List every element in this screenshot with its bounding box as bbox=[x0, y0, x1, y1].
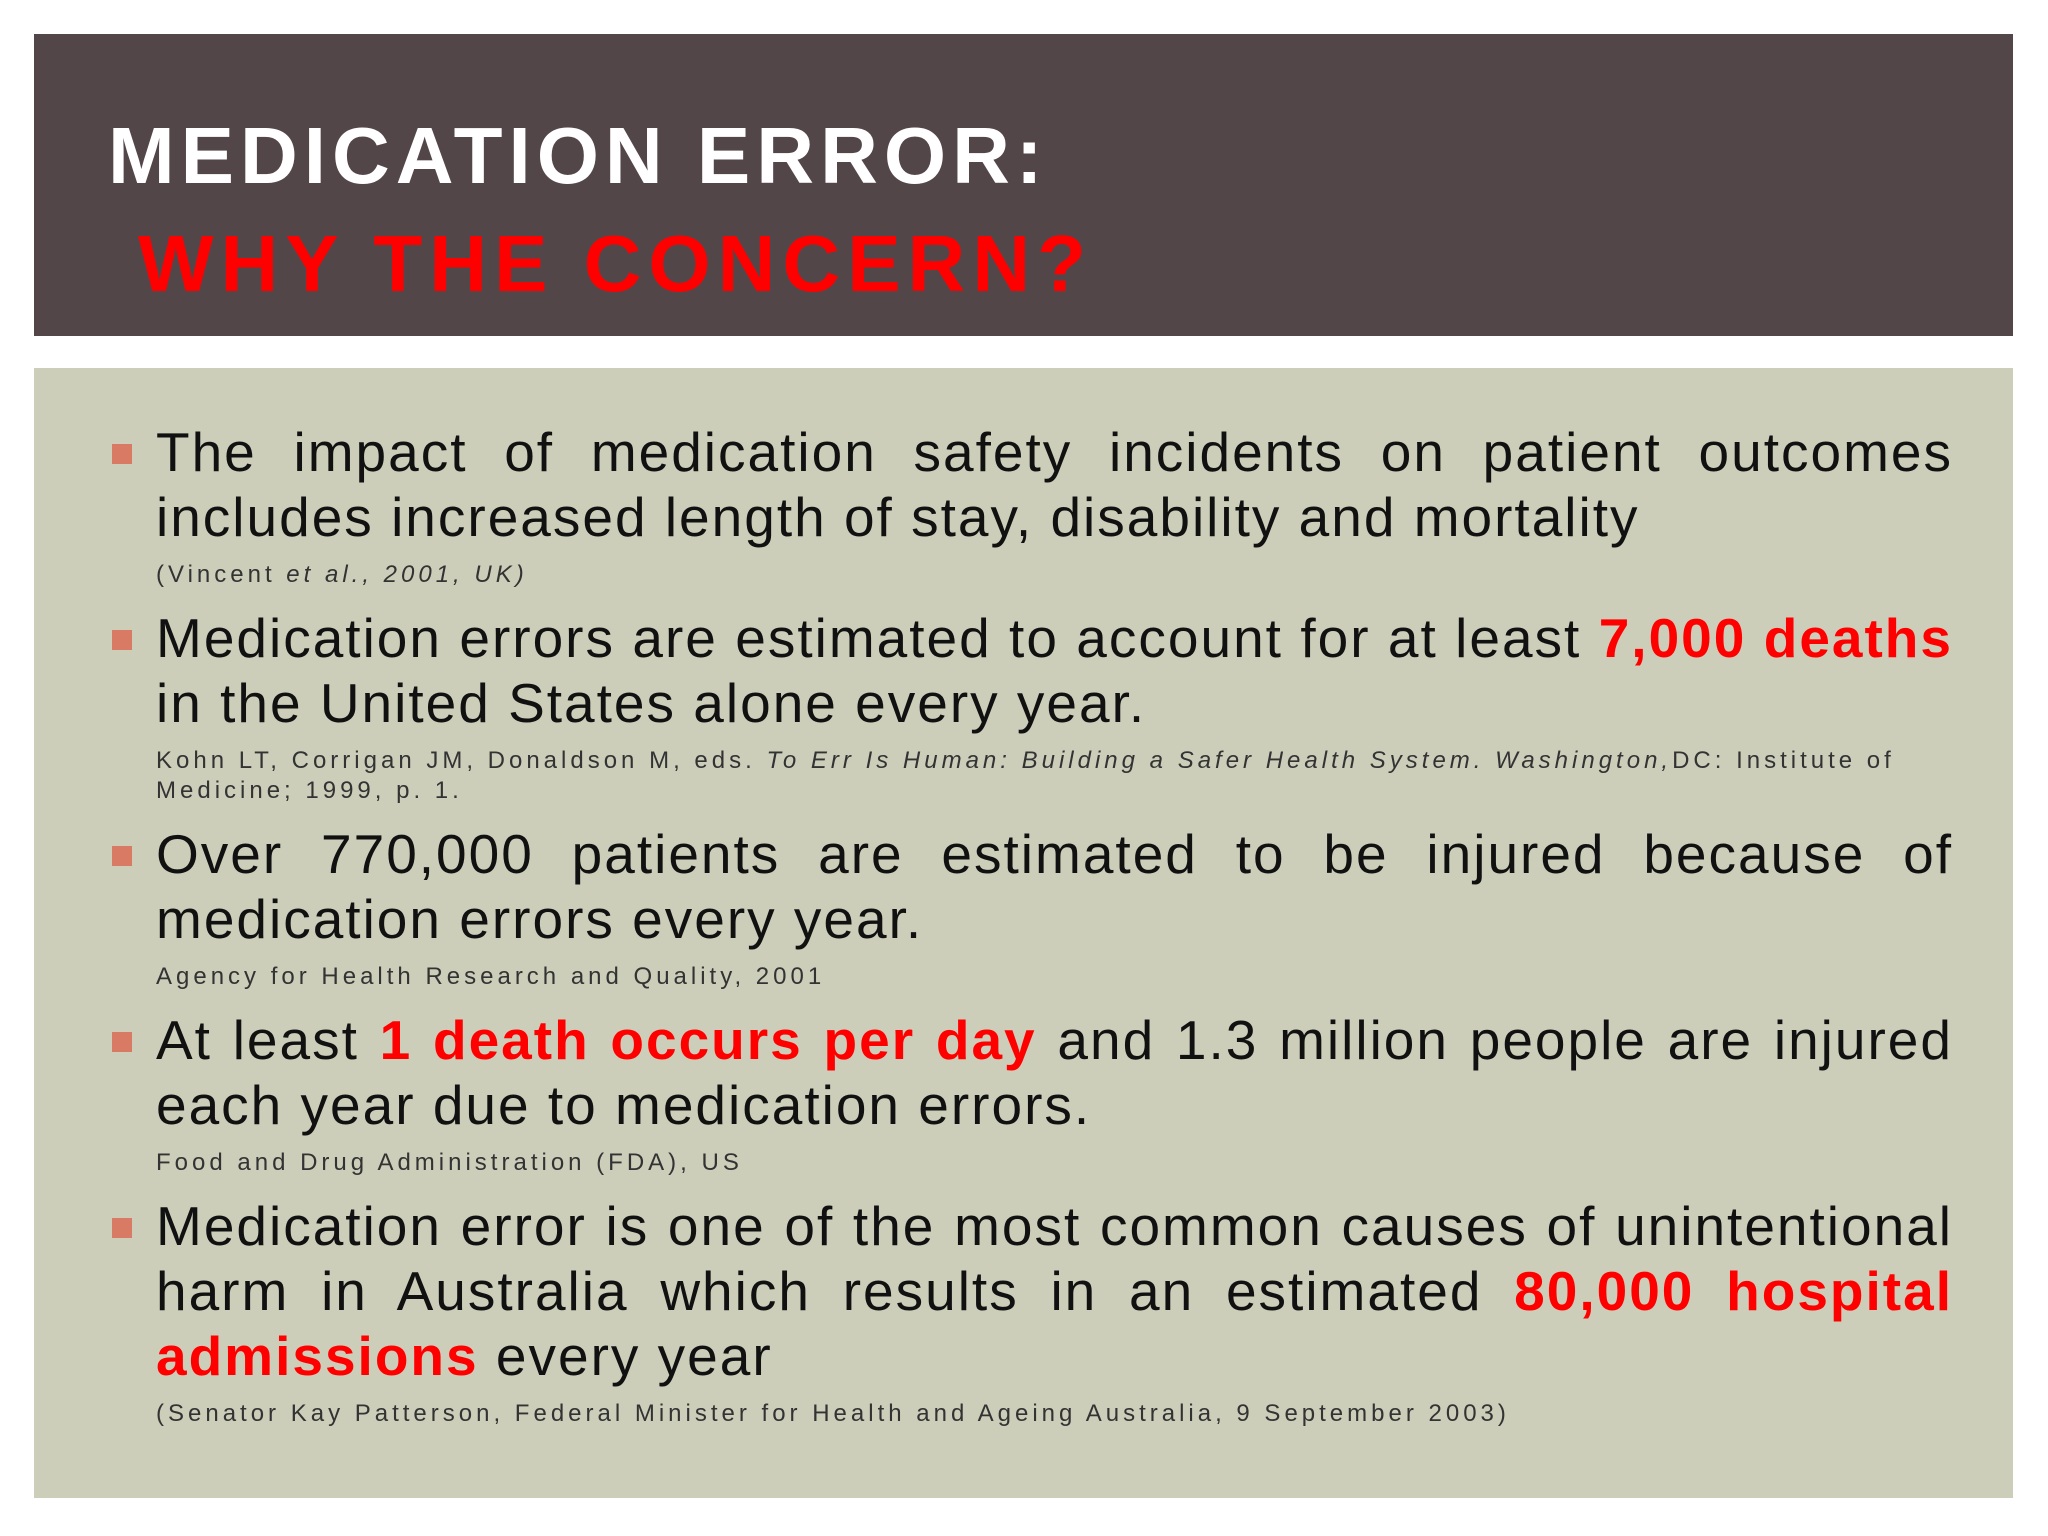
citation-part: Agency for Health Research and Quality, 2001 bbox=[156, 963, 826, 990]
bullet-text bbox=[156, 1008, 1953, 1138]
bullet-item-australia bbox=[108, 1194, 1953, 1429]
square-bullet-icon bbox=[112, 444, 132, 464]
bullet-text bbox=[156, 420, 1953, 550]
bullet-text-after: every year bbox=[478, 1325, 773, 1387]
citation bbox=[156, 962, 1953, 992]
citation bbox=[156, 1148, 1953, 1178]
citation-part: (Senator Kay Patterson, Federal Minister for Health and Ageing Australia, 9 September 2003) bbox=[156, 1400, 1510, 1427]
slide-subtitle: WHY THE CONCERN? bbox=[138, 219, 1093, 308]
citation-italic: To Err Is Human: Building a Safer Health System. Washington, bbox=[766, 747, 1673, 774]
bullet-text-after: and 1.3 million people are injured each year due to medication errors. bbox=[156, 1009, 1953, 1136]
title-bar bbox=[34, 34, 2013, 336]
bullet-text bbox=[156, 606, 1953, 736]
bullet-text bbox=[156, 1194, 1953, 1389]
bullet-item-injured bbox=[108, 822, 1953, 992]
square-bullet-icon bbox=[112, 1218, 132, 1238]
bullet-text-body: The impact of medication safety incidents on patient outcomes includes increased length of stay, disability and mortality bbox=[156, 421, 1953, 548]
bullet-text-before: At least bbox=[156, 1009, 380, 1071]
bullet-text-after: in the United States alone every year. bbox=[156, 672, 1147, 734]
square-bullet-icon bbox=[112, 630, 132, 650]
citation bbox=[156, 1399, 1953, 1429]
bullet-text-body: Over 770,000 patients are estimated to be injured because of medication errors every year. bbox=[156, 823, 1953, 950]
bullet-item-impact bbox=[108, 420, 1953, 590]
highlight-death-per-day: 1 death occurs per day bbox=[379, 1009, 1037, 1071]
bullet-list bbox=[108, 420, 1953, 1429]
highlight-deaths: 7,000 deaths bbox=[1598, 607, 1953, 669]
bullet-item-death-per-day bbox=[108, 1008, 1953, 1178]
highlight-admissions: 80,000 hospital admissions bbox=[156, 1260, 1953, 1387]
slide-title: MEDICATION ERROR: bbox=[108, 111, 1049, 200]
bullet-text bbox=[156, 822, 1953, 952]
content-panel bbox=[34, 368, 2013, 1498]
citation-part: DC: Institute of Medicine; 1999, p. 1. bbox=[156, 747, 1895, 804]
square-bullet-icon bbox=[112, 846, 132, 866]
citation-part: Food and Drug Administration (FDA), US bbox=[156, 1149, 743, 1176]
bullet-text-before: Medication error is one of the most common causes of unintentional harm in Australia which results in an estimated bbox=[156, 1195, 1953, 1322]
citation bbox=[156, 746, 1953, 806]
square-bullet-icon bbox=[112, 1032, 132, 1052]
citation-part: Kohn LT, Corrigan JM, Donaldson M, eds. bbox=[156, 747, 767, 774]
citation-italic: et al., 2001, UK) bbox=[286, 561, 528, 588]
bullet-item-us-deaths bbox=[108, 606, 1953, 806]
citation bbox=[156, 560, 1953, 590]
citation-part: (Vincent bbox=[156, 561, 287, 588]
bullet-text-before: Medication errors are estimated to account for at least bbox=[156, 607, 1599, 669]
